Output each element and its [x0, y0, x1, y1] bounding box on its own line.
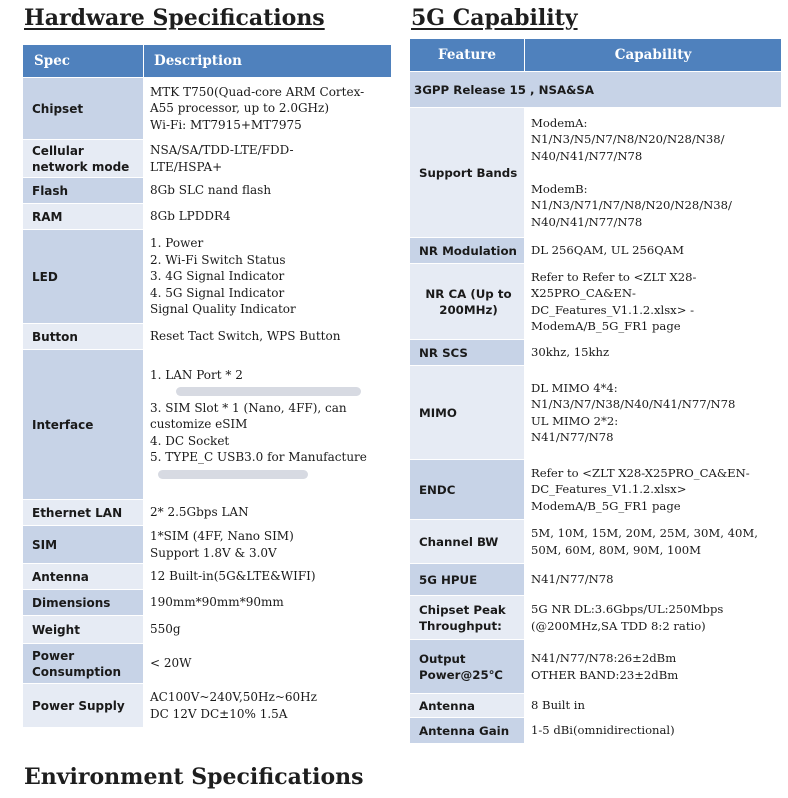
- value-line: ModemA/B_5G_FR1 page: [531, 319, 681, 333]
- value-line: A55 processor, up to 2.0GHz): [150, 101, 330, 116]
- hardware-row-value: [144, 324, 392, 350]
- hardware-row-chipset: [23, 78, 392, 140]
- value-line: DC 12V DC±10% 1.5A: [150, 706, 288, 721]
- capability-row-label: ENDC: [410, 460, 525, 520]
- capability-row-label: Antenna Gain: [410, 718, 525, 744]
- hardware-row-value: [144, 644, 392, 684]
- capability-column-header: Capability: [525, 39, 782, 72]
- value-line: DC_Features_V1.1.2.xlsx>: [531, 482, 687, 497]
- hardware-row-label: Chipset: [23, 78, 144, 140]
- value-line: 5. TYPE_C USB3.0 for Manufacture: [150, 450, 367, 465]
- capability-row-value: [525, 564, 782, 596]
- capability-row-nr-ca-up-to-200mhz: [410, 264, 782, 340]
- value-line: Wi-Fi: MT7915+MT7975: [150, 117, 302, 132]
- capability-row-label: MIMO: [410, 366, 525, 460]
- capability-row-label: Channel BW: [410, 520, 525, 564]
- hardware-row-label: LED: [23, 230, 144, 324]
- capability-row-nr-scs: [410, 340, 782, 366]
- capability-row-label: NR CA (Up to 200MHz): [410, 264, 525, 340]
- hardware-row-ethernet-lan: [23, 500, 392, 526]
- value-line: LTE/HSPA+: [150, 159, 223, 174]
- value-line: [150, 383, 385, 400]
- capability-row-antenna: [410, 694, 782, 718]
- capability-row-value: [525, 640, 782, 694]
- hardware-row-power-consumption: [23, 644, 392, 684]
- capability-row-chipset-peak-throughput: [410, 596, 782, 640]
- value-line: Refer to <ZLT X28-X25PRO_CA&EN-: [531, 465, 750, 480]
- value-line: 550g: [150, 622, 181, 637]
- value-line: 190mm*90mm*90mm: [150, 595, 284, 610]
- value-line: ModemA/B_5G_FR1 page: [531, 498, 681, 513]
- value-line: ModemB:: [531, 181, 588, 196]
- value-line: N1/N3/N71/N7/N8/N20/N28/N38/: [531, 198, 732, 213]
- capability-row-value: [525, 340, 782, 366]
- value-line: DL 256QAM, UL 256QAM: [531, 243, 684, 258]
- value-line: < 20W: [150, 656, 192, 671]
- value-line: N1/N3/N5/N7/N8/N20/N28/N38/: [531, 132, 725, 147]
- capability-row-value: [525, 694, 782, 718]
- hardware-row-label: Interface: [23, 350, 144, 500]
- hardware-header-row: [23, 45, 392, 78]
- value-line: 1. Power: [150, 236, 204, 251]
- 5g-capability-table: [409, 38, 782, 744]
- value-line: 12 Built-in(5G&LTE&WIFI): [150, 569, 316, 584]
- hardware-row-interface: [23, 350, 392, 500]
- hardware-specifications-title: Hardware Specifications: [24, 5, 325, 31]
- value-line: 3. SIM Slot * 1 (Nano, 4FF), can: [150, 400, 347, 415]
- hardware-row-label: RAM: [23, 204, 144, 230]
- value-line: UL MIMO 2*2:: [531, 413, 619, 428]
- hardware-row-value: [144, 684, 392, 728]
- hardware-row-sim: [23, 526, 392, 564]
- hardware-row-dimensions: [23, 590, 392, 616]
- value-line: DC_Features_V1.1.2.xlsx> -: [531, 302, 695, 317]
- hardware-row-button: [23, 324, 392, 350]
- capability-row-value: [525, 366, 782, 460]
- value-line: DL MIMO 4*4:: [531, 380, 618, 395]
- capability-row-label: Chipset Peak Throughput:: [410, 596, 525, 640]
- value-line: N40/N41/N77/N78: [531, 148, 643, 163]
- value-line: [150, 466, 385, 483]
- value-line: Support 1.8V & 3.0V: [150, 545, 277, 560]
- capability-row-value: [525, 520, 782, 564]
- value-line: 5M, 10M, 15M, 20M, 25M, 30M, 40M,: [531, 526, 758, 540]
- hardware-row-value: [144, 178, 392, 204]
- release-label: 3GPP Release 15 , NSA&SA: [410, 72, 782, 108]
- value-line: 2. Wi-Fi Switch Status: [150, 252, 286, 267]
- value-line: 8Gb SLC nand flash: [150, 183, 272, 198]
- spec-column-header: Spec: [23, 45, 144, 78]
- value-line: N1/N3/N7/N38/N40/N41/N77/N78: [531, 397, 736, 411]
- hardware-row-label: SIM: [23, 526, 144, 564]
- value-line: 4. DC Socket: [150, 433, 230, 448]
- hardware-row-ram: [23, 204, 392, 230]
- capability-row-value: [525, 108, 782, 238]
- redacted-blur: [158, 470, 308, 479]
- value-line: 5G NR DL:3.6Gbps/UL:250Mbps: [531, 602, 724, 616]
- value-line: AC100V~240V,50Hz~60Hz: [150, 690, 317, 704]
- capability-row-label: Output Power@25℃: [410, 640, 525, 694]
- value-line: 8 Built in: [531, 698, 585, 713]
- capability-row-value: [525, 238, 782, 264]
- value-line: 1. LAN Port * 2: [150, 367, 243, 382]
- hardware-row-label: Weight: [23, 616, 144, 644]
- capability-row-value: [525, 596, 782, 640]
- value-line: X25PRO_CA&EN-: [531, 286, 636, 300]
- capability-row-value: [525, 718, 782, 744]
- capability-row-label: NR SCS: [410, 340, 525, 366]
- capability-release-row: [410, 72, 782, 108]
- hardware-row-label: Power Supply: [23, 684, 144, 728]
- hardware-row-value: [144, 140, 392, 178]
- hardware-row-value: [144, 526, 392, 564]
- feature-column-header: Feature: [410, 39, 525, 72]
- hardware-row-led: [23, 230, 392, 324]
- value-line: Reset Tact Switch, WPS Button: [150, 329, 341, 344]
- capability-row-nr-modulation: [410, 238, 782, 264]
- value-line: Refer to Refer to <ZLT X28-: [531, 269, 697, 284]
- capability-row-label: NR Modulation: [410, 238, 525, 264]
- capability-row-label: 5G HPUE: [410, 564, 525, 596]
- capability-row-value: [525, 264, 782, 340]
- environment-specifications-title: Environment Specifications: [24, 764, 364, 790]
- hardware-row-label: Dimensions: [23, 590, 144, 616]
- capability-row-output-power-25: [410, 640, 782, 694]
- hardware-row-label: Flash: [23, 178, 144, 204]
- capability-row-5g-hpue: [410, 564, 782, 596]
- value-line: N41/N77/N78:26±2dBm: [531, 651, 677, 665]
- capability-row-support-bands: [410, 108, 782, 238]
- value-line: 1*SIM (4FF, Nano SIM): [150, 529, 294, 543]
- hardware-row-flash: [23, 178, 392, 204]
- capability-row-label: Support Bands: [410, 108, 525, 238]
- capability-row-channel-bw: [410, 520, 782, 564]
- hardware-row-value: [144, 616, 392, 644]
- hardware-row-value: [144, 230, 392, 324]
- value-line: (@200MHz,SA TDD 8:2 ratio): [531, 618, 706, 633]
- hardware-row-label: Button: [23, 324, 144, 350]
- hardware-row-value: [144, 500, 392, 526]
- value-line: 8Gb LPDDR4: [150, 209, 231, 224]
- value-line: 3. 4G Signal Indicator: [150, 269, 285, 284]
- hardware-row-value: [144, 350, 392, 500]
- hardware-row-value: [144, 564, 392, 590]
- value-line: OTHER BAND:23±2dBm: [531, 667, 679, 682]
- hardware-row-label: Power Consumption: [23, 644, 144, 684]
- capability-row-endc: [410, 460, 782, 520]
- value-line: [531, 164, 775, 181]
- hardware-row-weight: [23, 616, 392, 644]
- hardware-row-label: Cellular network mode: [23, 140, 144, 178]
- 5g-capability-title: 5G Capability: [411, 5, 578, 31]
- value-line: Signal Quality Indicator: [150, 302, 296, 317]
- value-line: N41/N77/N78: [531, 430, 614, 444]
- hardware-row-value: [144, 590, 392, 616]
- value-line: 30khz, 15khz: [531, 345, 610, 360]
- capability-row-value: [525, 460, 782, 520]
- capability-row-mimo: [410, 366, 782, 460]
- hardware-row-label: Ethernet LAN: [23, 500, 144, 526]
- value-line: NSA/SA/TDD-LTE/FDD-: [150, 143, 294, 157]
- value-line: 2* 2.5Gbps LAN: [150, 505, 249, 520]
- hardware-row-value: [144, 78, 392, 140]
- value-line: 1-5 dBi(omnidirectional): [531, 723, 675, 738]
- description-column-header: Description: [144, 45, 392, 78]
- capability-row-antenna-gain: [410, 718, 782, 744]
- value-line: ModemA:: [531, 115, 588, 130]
- hardware-row-label: Antenna: [23, 564, 144, 590]
- hardware-row-antenna: [23, 564, 392, 590]
- capability-header-row: [410, 39, 782, 72]
- hardware-spec-table: [22, 44, 392, 728]
- hardware-row-power-supply: [23, 684, 392, 728]
- value-line: 50M, 60M, 80M, 90M, 100M: [531, 542, 701, 557]
- value-line: 4. 5G Signal Indicator: [150, 285, 285, 300]
- value-line: customize eSIM: [150, 417, 248, 432]
- hardware-row-cellular-network-mode: [23, 140, 392, 178]
- redacted-blur: [176, 387, 361, 396]
- value-line: MTK T750(Quad-core ARM Cortex-: [150, 84, 365, 99]
- hardware-row-value: [144, 204, 392, 230]
- value-line: N40/N41/N77/N78: [531, 214, 643, 229]
- value-line: N41/N77/N78: [531, 572, 614, 587]
- capability-row-label: Antenna: [410, 694, 525, 718]
